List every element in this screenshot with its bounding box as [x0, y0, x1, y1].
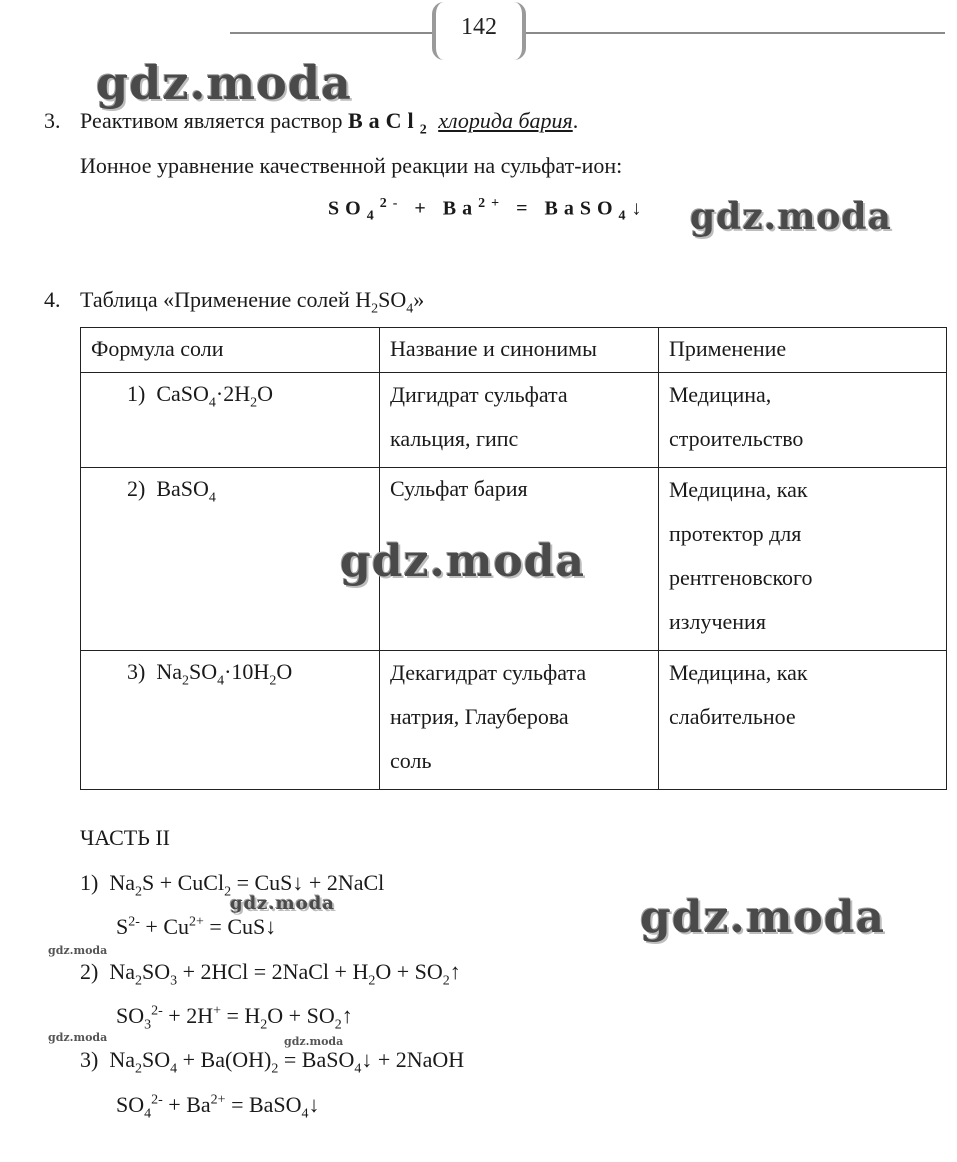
salt-name: Дигидрат сульфата кальция, гипс — [380, 373, 659, 468]
header-rule-right — [518, 32, 945, 34]
reaction-2-ionic: $SO_3^{2-} + 2H^+ = H_2O$ + $SO_2↑$ — [116, 1003, 353, 1033]
reaction-3-ionic: $SO_4^{2-} + Ba^{2+}$ = BaSO$_4$↓ — [116, 1092, 320, 1122]
item3-line2: Ионное уравнение качественной реакции на сульфат-ион: — [80, 153, 623, 178]
salt-formula: 3) $Na_2SO_4\cdot 10H_2O$ — [81, 651, 380, 790]
table-row — [81, 373, 947, 468]
watermark: gdz.moda — [230, 893, 335, 914]
watermark: gdz.moda — [640, 892, 886, 943]
reaction-2-molecular: 2) $Na_2SO_3 + 2HCl$ = 2NaCl + $H_2O$ + $SO_2↑$ — [80, 959, 461, 989]
salt-formula: 2) BaSO$_4$ — [81, 468, 380, 651]
item3-number: 3. — [44, 108, 61, 133]
reagent-formula: BaCl$_2$ — [348, 108, 433, 138]
header-rule-left — [230, 32, 432, 34]
table-row — [81, 651, 947, 790]
item3-line1: 3. Реактивом является раствор BaCl$_2$ хлорида бария. — [44, 108, 579, 138]
salt-formula: 1) $CaSO_4\cdot 2H_2O$ — [81, 373, 380, 468]
header-formula: Формула соли — [81, 328, 380, 373]
salt-use: Медицина, строительство — [659, 373, 947, 468]
reaction-1-molecular: 1) $Na_2S$ + CuCl$_2$ = CuS↓ + 2NaCl — [80, 870, 385, 900]
salt-name: Декагидрат сульфата натрия, Глауберова соль — [380, 651, 659, 790]
salt-use: Медицина, как слабительное — [659, 651, 947, 790]
item4-title: 4. Таблица «Применение солей $H_2SO_4$» — [44, 287, 425, 317]
watermark: gdz.moda — [48, 1031, 108, 1044]
reaction-1-ionic: $S^{2-} + Cu^{2+}$ = CuS↓ — [116, 914, 277, 939]
item3-intro: Реактивом является раствор — [80, 108, 343, 133]
watermark: gdz.moda — [284, 1035, 344, 1048]
reaction-3-molecular: 3) $Na_2SO_4 + Ba(OH)_2$ = BaSO$_4$↓ + 2NaOH — [80, 1047, 465, 1077]
header-name: Название и синонимы — [380, 328, 659, 373]
part2-title: ЧАСТЬ II — [80, 825, 170, 850]
page-number: 142 — [432, 2, 526, 60]
watermark: gdz.moda — [340, 536, 586, 587]
watermark: gdz.moda — [48, 944, 108, 957]
watermark: gdz.moda — [690, 196, 892, 238]
header-use: Применение — [659, 328, 947, 373]
salt-use: Медицина, как протектор для рентгеновского излучения — [659, 468, 947, 651]
item4-number: 4. — [44, 287, 61, 312]
table-header-row — [81, 328, 947, 373]
reagent-name: хлорида бария — [438, 108, 573, 133]
watermark: gdz.moda — [96, 56, 352, 110]
ionic-equation: $SO_4^{2-} + Ba^{2+}$ = BaSO$_4$↓ — [328, 196, 642, 224]
salt-name: Сульфат бария — [380, 468, 659, 651]
